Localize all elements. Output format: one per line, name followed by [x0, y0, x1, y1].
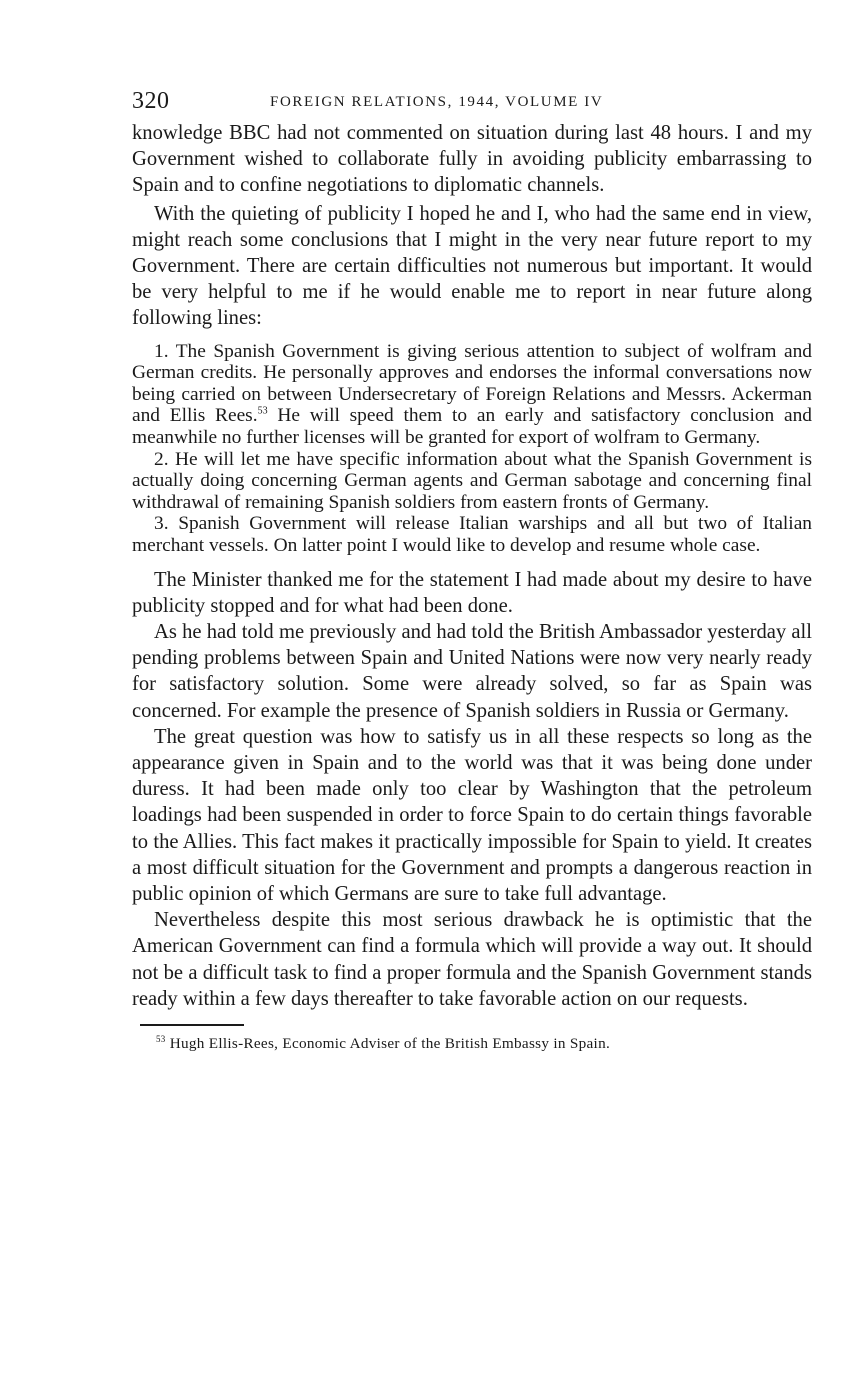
paragraph-5: The great question was how to satisfy us in all these respects so long as the appearance given in Spain and to the world was that it was being done under duress. It had been made only too clear by Washington that the petroleum loadings had been suspended in order to force Spain to do certain things favorable to the Allies. This fact makes it practically impossible for Spain to yield. It creates a most difficult situation for the Government and prompts a dangerous reaction in public opinion of which Germans are sure to take full advantage.	[132, 725, 812, 905]
list-item-1-text-b: He will speed them to an early and satisfactory conclusion and meanwhile no further licenses will be granted for export of wolfram to Germany.	[132, 405, 812, 448]
document-page	[132, 86, 812, 1054]
page-header	[132, 86, 812, 120]
paragraph-6: Nevertheless despite this most serious drawback he is optimistic that the American Government can find a formula which will provide a way out. It should not be a difficult task to find a proper formula and the Spanish Government stands ready within a few days thereafter to take favorable action on our requests.	[132, 909, 812, 1010]
numbered-list	[132, 341, 812, 557]
footnote-marker: 53	[156, 1033, 166, 1044]
list-item	[132, 341, 812, 449]
paragraph-2: With the quieting of publicity I hoped he and I, who had the same end in view, might reach some conclusions that I might in the very near future report to my Government. There are certain difficulties not numerous but important. It would be very helpful to me if he would enable me to report in near future along following lines:	[132, 202, 812, 330]
footnote-reference: 53	[257, 405, 268, 417]
paragraph-1: knowledge BBC had not commented on situation during last 48 hours. I and my Government wished to collaborate fully in avoiding publicity embarrassing to Spain and to confine negotiations to diplomatic channels.	[132, 122, 812, 197]
page-number: 320	[132, 88, 170, 114]
paragraph-3: The Minister thanked me for the statement I had made about my desire to have publicity stopped and for what had been done.	[132, 568, 812, 617]
footnote-text: Hugh Ellis-Rees, Economic Adviser of the British Embassy in Spain.	[165, 1035, 611, 1053]
list-item: 2. He will let me have specific information about what the Spanish Government is actually doing concerning German agents and German sabotage and concerning final withdrawal of remaining Spanish soldiers from eastern fronts of Germany.	[132, 448, 812, 513]
paragraph-4: As he had told me previously and had told the British Ambassador yesterday all pending problems between Spain and United Nations were now very nearly ready for satisfactory solution. Some were already solved, so far as Spain was concerned. For example the presence of Spanish soldiers in Russia or Germany.	[132, 620, 812, 722]
footnote	[156, 1034, 812, 1054]
footnote-divider	[140, 1024, 244, 1026]
list-item-1-text-a: 1. The Spanish Government is giving serious attention to subject of wolfram and German credits. He personally approves and endorses the informal conversations now being carried on between Undersecretary of Foreign Relations and Messrs. Ackerman and Ellis Rees.	[132, 340, 812, 427]
running-head: FOREIGN RELATIONS, 1944, VOLUME IV	[270, 94, 604, 110]
list-item: 3. Spanish Government will release Italian warships and all but two of Italian merchant vessels. On latter point I would like to develop and resume whole case.	[132, 513, 812, 556]
